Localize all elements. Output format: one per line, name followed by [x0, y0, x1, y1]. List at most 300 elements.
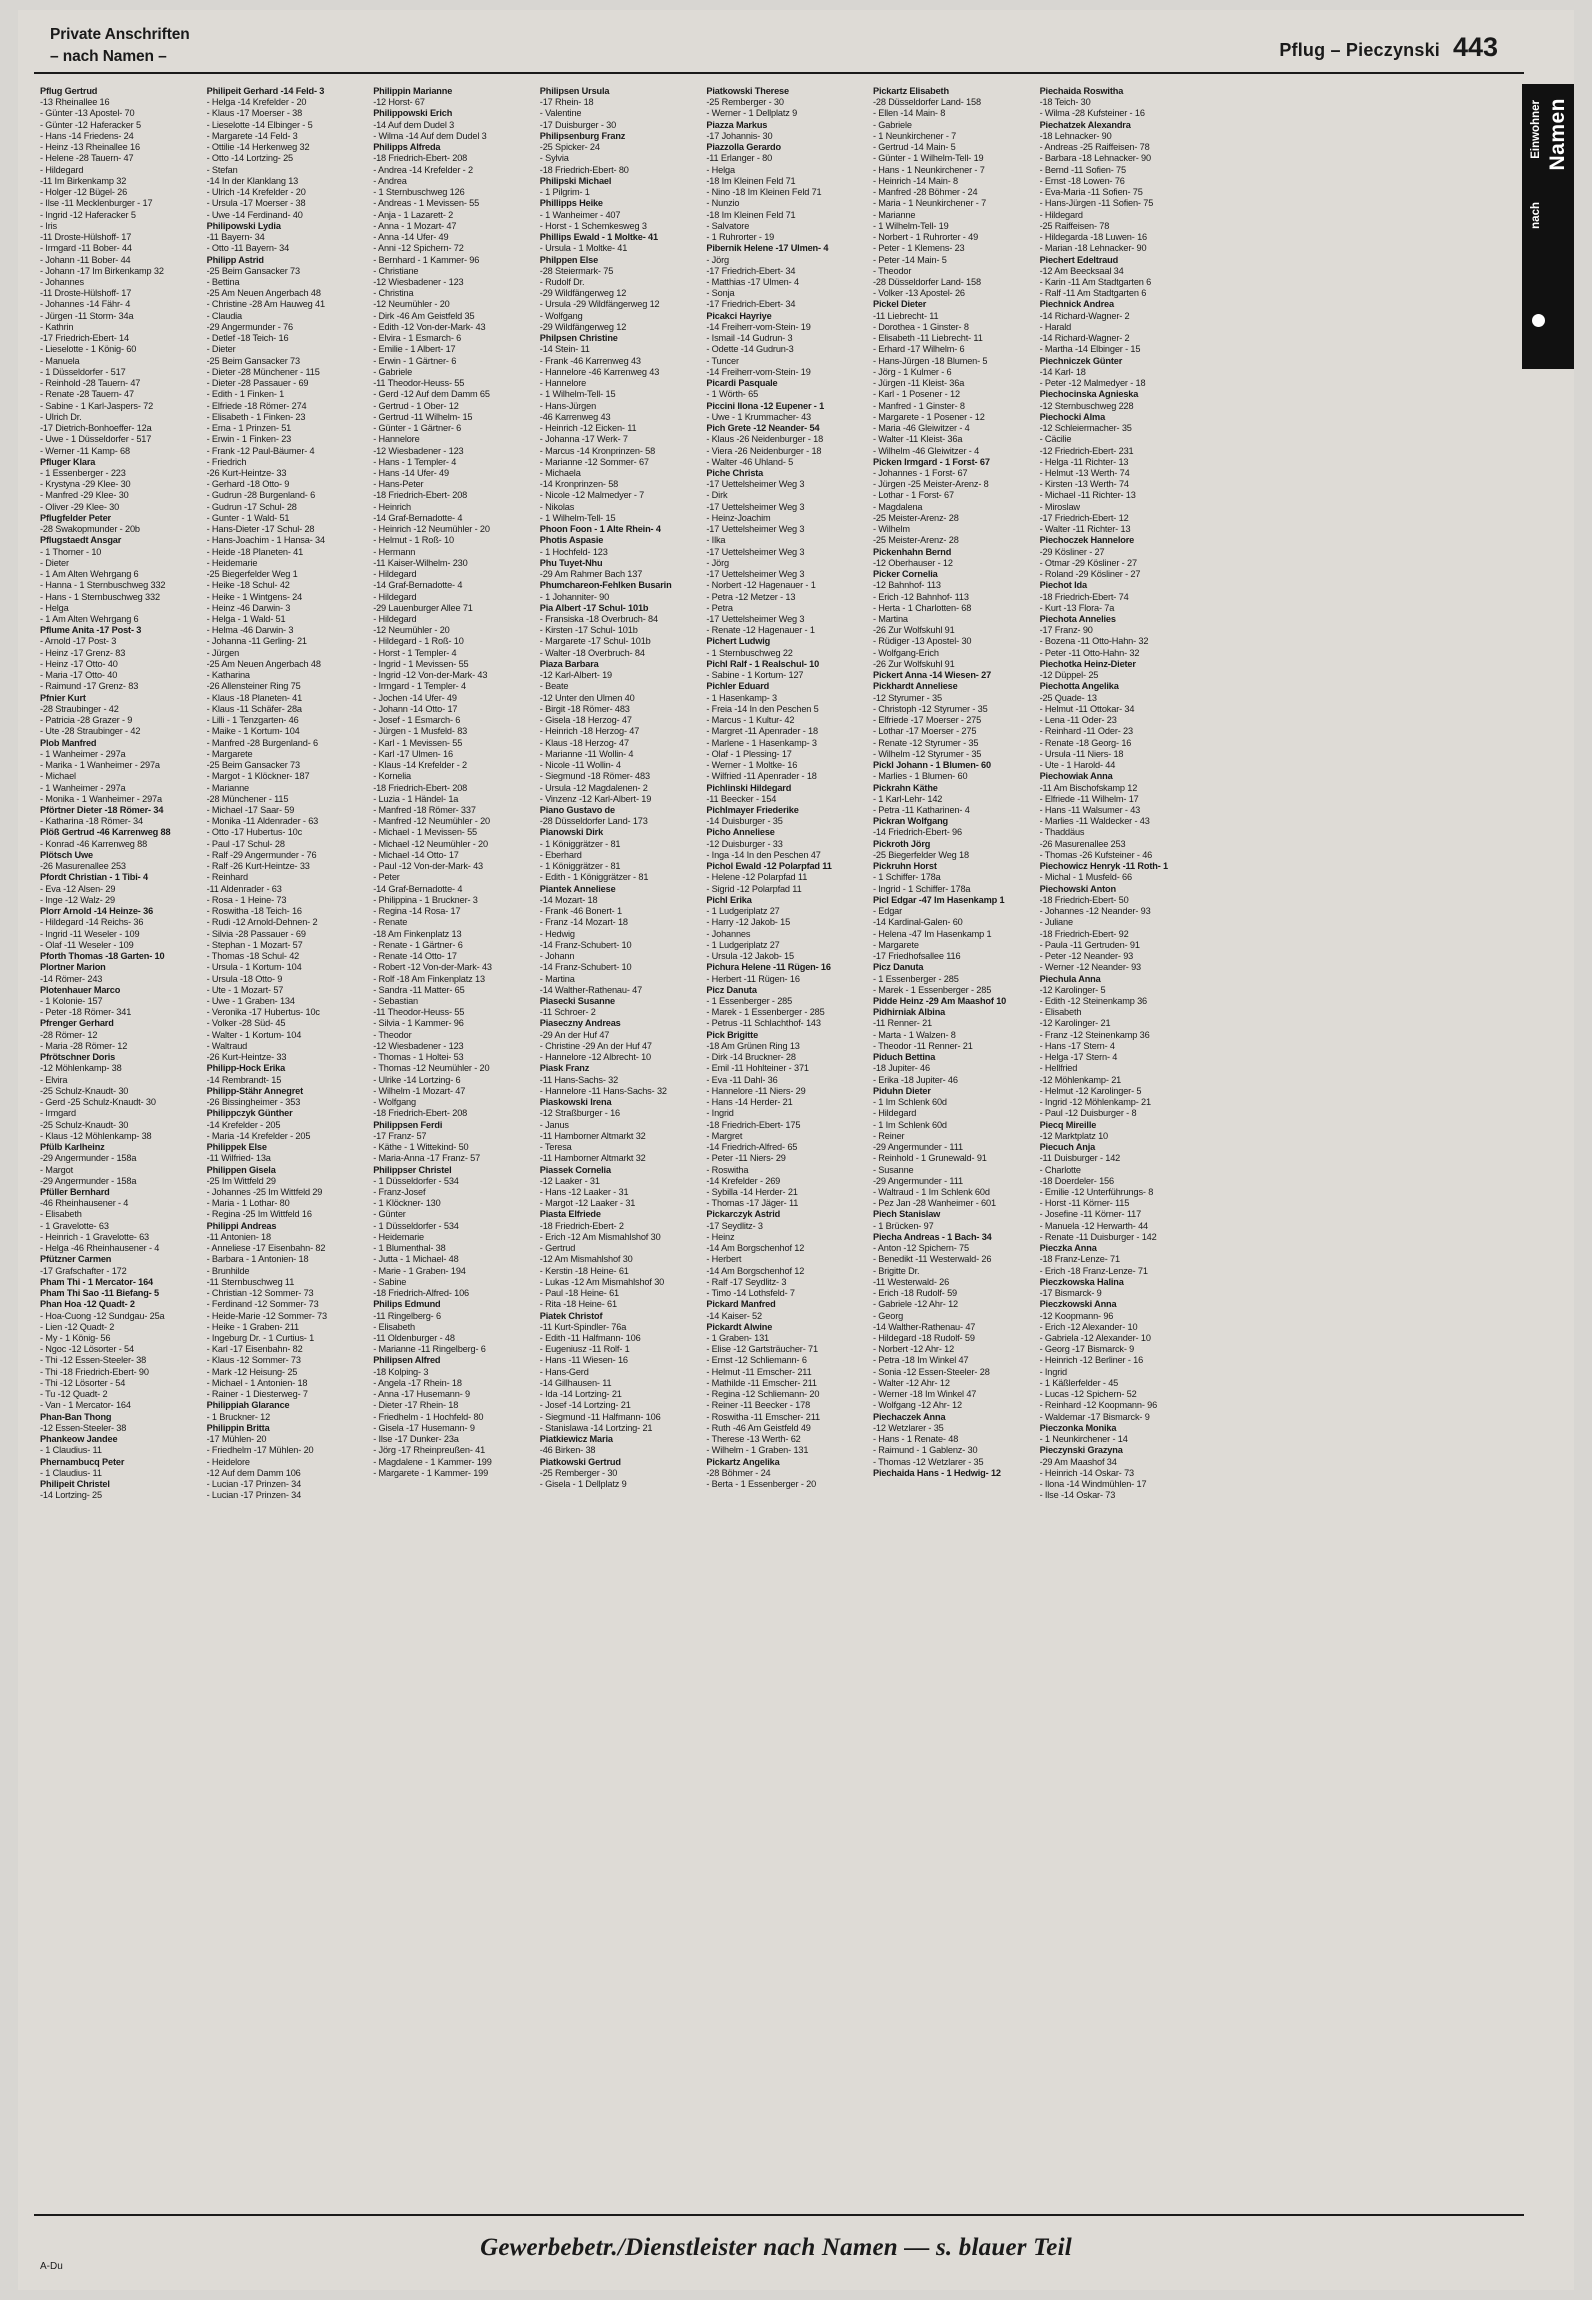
- entry-address-line: -25 Meister-Arenz- 28: [872, 535, 959, 546]
- entry-address-line: - Ilka: [706, 535, 726, 546]
- entry-address-line: - Walter -11 Kleist- 36a: [872, 434, 963, 445]
- entry-address-line: -18 Kolping- 3: [373, 1366, 429, 1377]
- entry-address-line: -14 Franz-Schubert- 10: [539, 962, 632, 973]
- entry-address-line: - Andreas -25 Raiffeisen- 78: [1039, 142, 1150, 153]
- entry-address-line: -11 Im Birkenkamp 32: [40, 175, 127, 186]
- directory-column: [873, 86, 1040, 2176]
- entry-surname: Picho Anneliese: [706, 827, 775, 838]
- entry-address-line: - Tuncer: [706, 355, 739, 366]
- entry-address-line: -11 Bayern- 34: [206, 232, 265, 243]
- entry-address-line: - Elvira: [40, 1074, 68, 1085]
- entry-address-line: - Sybilla -14 Herder- 21: [706, 1186, 798, 1197]
- entry-address-line: - 1 Bruckner- 12: [206, 1411, 271, 1422]
- entry-address-line: - Johannes -25 Im Wittfeld 29: [206, 1186, 323, 1197]
- entry-address-line: - Gabriela -12 Alexander- 10: [1039, 1333, 1151, 1344]
- entry-address-line: - Heinz -17 Otto- 40: [40, 658, 118, 669]
- entry-surname: Philippser Christel: [373, 1164, 452, 1175]
- entry-address-line: - Teresa: [539, 1142, 572, 1153]
- entry-address-line: - Franz -14 Mozart- 18: [539, 917, 628, 928]
- entry-address-line: - Walter -12 Ahr- 12: [872, 1377, 950, 1388]
- entry-surname: Philipeit Gerhard -14 Feld- 3: [206, 86, 325, 96]
- entry-address-line: - Dieter: [40, 557, 69, 568]
- entry-address-line: - Anna - 1 Mozart- 47: [373, 220, 457, 231]
- entry-address-line: -17 Dietrich-Bonhoeffer- 12a: [40, 423, 152, 434]
- entry-address-line: - Erna - 1 Prinzen- 51: [206, 423, 292, 434]
- entry-address-line: -11 Sternbuschweg 11: [206, 1276, 295, 1287]
- entry-address-line: - Jörg: [706, 557, 729, 568]
- entry-address-line: - Miroslaw: [1039, 501, 1080, 512]
- entry-address-line: - 1 Kolonie- 157: [40, 995, 103, 1006]
- entry-address-line: - Valentine: [539, 108, 582, 119]
- entry-address-line: - Manfred -12 Neumühler - 20: [373, 816, 491, 827]
- entry-address-line: - Hildegarda -18 Luwen- 16: [1039, 232, 1147, 243]
- entry-address-line: -46 Birken- 38: [539, 1445, 596, 1456]
- entry-surname: Pickert Anna -14 Wiesen- 27: [872, 670, 992, 681]
- entry-surname: Plortner Marion: [40, 962, 106, 973]
- entry-address-line: - Ottilie -14 Herkenweg 32: [206, 142, 310, 153]
- entry-address-line: -11 Beecker - 154: [706, 793, 777, 804]
- entry-address-line: - Christian -12 Sommer- 73: [206, 1288, 314, 1299]
- entry-surname: Philppen Else: [539, 254, 599, 265]
- entry-address-line: - Rolf -18 Am Finkenplatz 13: [373, 973, 485, 984]
- entry-address-line: - Hildegard: [373, 591, 417, 602]
- entry-address-line: -17 Uettelsheimer Weg 3: [706, 546, 805, 557]
- entry-address-line: -11 Antonien- 18: [206, 1231, 271, 1242]
- entry-address-line: -12 Marktplatz 10: [1039, 1130, 1108, 1141]
- entry-address-line: - Peter -12 Neander- 93: [1039, 951, 1134, 962]
- entry-address-line: - Hanna - 1 Sternbuschweg 332: [40, 580, 166, 591]
- entry-address-line: - Erich -18 Rudolf- 59: [872, 1288, 957, 1299]
- entry-address-line: - Helmut -12 Karolinger- 5: [1039, 1085, 1142, 1096]
- entry-address-line: - Heike - 1 Wintgens- 24: [206, 591, 303, 602]
- entry-address-line: - 1 Graben- 131: [706, 1333, 769, 1344]
- entry-address-line: - Renate -18 Georg- 16: [1039, 737, 1132, 748]
- entry-address-line: -12 Straßburger - 16: [539, 1108, 621, 1119]
- entry-address-line: -14 Richard-Wagner- 2: [1039, 333, 1130, 344]
- entry-address-line: - Margarete -14 Feld- 3: [206, 130, 298, 141]
- entry-address-line: - 1 Ruhrorter - 19: [706, 232, 775, 243]
- entry-address-line: - Karl -17 Eisenbahn- 82: [206, 1344, 303, 1355]
- entry-surname: Piechocinska Agnieska: [1039, 389, 1139, 400]
- entry-surname: Piechot Ida: [1039, 580, 1087, 591]
- entry-address-line: - Raimund -17 Grenz- 83: [40, 681, 139, 692]
- entry-address-line: - Holger -12 Bügel- 26: [40, 187, 128, 198]
- entry-surname: Piecq Mireille: [1039, 1119, 1097, 1130]
- entry-address-line: -28 Düsseldorfer Land- 158: [872, 276, 981, 287]
- entry-address-line: -26 Allensteiner Ring 75: [206, 681, 301, 692]
- entry-address-line: - Günter -12 Haferacker 5: [40, 119, 141, 130]
- entry-address-line: - Gertrud -14 Main- 5: [872, 142, 956, 153]
- entry-address-line: - Thomas -12 Neumühler - 20: [373, 1063, 490, 1074]
- entry-surname: Philippi Andreas: [206, 1220, 277, 1231]
- entry-address-line: - Friedhelm - 1 Hochfeld- 80: [373, 1411, 484, 1422]
- entry-surname: Philipp-Hock Erika: [206, 1063, 286, 1074]
- entry-address-line: - Uwe - 1 Düsseldorfer - 517: [40, 434, 152, 445]
- entry-address-line: - Hannelore -46 Karrenweg 43: [539, 366, 660, 377]
- entry-surname: Pieczkowska Halina: [1039, 1276, 1124, 1287]
- entry-address-line: - Ingrid -12 Möhlenkamp- 21: [1039, 1097, 1151, 1108]
- entry-surname: Piaza Barbara: [539, 658, 599, 669]
- entry-address-line: - Johannes: [40, 276, 84, 287]
- entry-address-line: - Renate -12 Hagenauer - 1: [706, 625, 815, 636]
- entry-address-line: - Helga - 1 Wald- 51: [206, 614, 286, 625]
- entry-surname: Piechocki Alma: [1039, 411, 1106, 422]
- entry-address-line: - Erwin - 1 Gärtner- 6: [373, 355, 457, 366]
- entry-surname: Piechowski Anton: [1039, 883, 1116, 894]
- entry-surname: Phankeow Jandee: [40, 1434, 118, 1445]
- entry-address-line: - Ingeburg Dr. - 1 Curtius- 1: [206, 1333, 315, 1344]
- entry-surname: Pibernik Helene -17 Ulmen- 4: [706, 243, 829, 254]
- entry-address-line: -17 Rhein- 18: [539, 97, 594, 108]
- entry-address-line: - Horst - 1 Templer- 4: [373, 647, 457, 658]
- entry-address-line: - Matthias -17 Ulmen- 4: [706, 276, 799, 287]
- directory-column: [540, 86, 707, 2176]
- entry-address-line: - Magdalene - 1 Kammer- 199: [373, 1456, 492, 1467]
- entry-address-line: - Tu -12 Quadt- 2: [40, 1389, 108, 1400]
- entry-surname: Pickruhn Horst: [872, 861, 937, 872]
- entry-address-line: -26 Kurt-Heintze- 33: [206, 1052, 287, 1063]
- entry-surname: Piatkiewicz Maria: [539, 1434, 613, 1445]
- entry-address-line: -18 Friedrich-Ebert- 208: [373, 153, 468, 164]
- entry-surname: Philpsen Christine: [539, 333, 618, 344]
- entry-address-line: - Harald: [1039, 321, 1072, 332]
- entry-address-line: -14 Am Borgschenhof 12: [706, 1265, 805, 1276]
- entry-address-line: - Rita -18 Heine- 61: [539, 1299, 617, 1310]
- entry-address-line: - Manfred -28 Böhmer - 24: [872, 187, 978, 198]
- entry-address-line: -14 Freiherr-vom-Stein- 19: [706, 321, 811, 332]
- entry-surname: Piecuch Anja: [1039, 1142, 1096, 1153]
- entry-address-line: - Eva -12 Alsen- 29: [40, 883, 116, 894]
- entry-surname: Philippsen Ferdi: [373, 1119, 443, 1130]
- entry-surname: Philippek Else: [206, 1142, 267, 1153]
- entry-address-line: - Ismail -14 Gudrun- 3: [706, 333, 793, 344]
- entry-address-line: -14 Graf-Bernadotte- 4: [373, 512, 463, 523]
- entry-address-line: - Herbert: [706, 1254, 742, 1265]
- entry-address-line: - 1 Essenberger - 285: [706, 995, 793, 1006]
- entry-address-line: -28 Steiermark- 75: [539, 265, 614, 276]
- entry-address-line: -18 Am Finkenplatz 13: [373, 928, 462, 939]
- entry-address-line: - Renate -28 Tauern- 47: [40, 389, 134, 400]
- entry-address-line: - Fransiska -18 Overbruch- 84: [539, 614, 658, 625]
- entry-address-line: - Maria - 1 Neunkirchener - 7: [872, 198, 987, 209]
- entry-address-line: - Martina: [539, 973, 575, 984]
- entry-address-line: - Josefine -11 Körner- 117: [1039, 1209, 1142, 1220]
- entry-address-line: - Georg: [872, 1310, 904, 1321]
- entry-surname: Pfrötschner Doris: [40, 1052, 116, 1063]
- entry-address-line: - Odette -14 Gudrun-3: [706, 344, 794, 355]
- entry-address-line: - 1 Hasenkamp- 3: [706, 692, 777, 703]
- entry-surname: Piechota Annelies: [1039, 614, 1116, 625]
- entry-address-line: - Johannes -14 Fähr- 4: [40, 299, 131, 310]
- entry-address-line: - Erwin - 1 Finken- 23: [206, 434, 292, 445]
- entry-address-line: - Maria -17 Otto- 40: [40, 670, 118, 681]
- entry-address-line: - Inge -12 Walz- 29: [40, 894, 115, 905]
- entry-address-line: -11 Droste-Hülshoff- 17: [40, 288, 132, 299]
- entry-address-line: - Erich -12 Alexander- 10: [1039, 1321, 1138, 1332]
- entry-address-line: - Gabriele: [872, 119, 912, 130]
- entry-address-line: -28 Düsseldorfer Land- 158: [872, 97, 981, 108]
- entry-address-line: - Elisabeth -11 Liebrecht- 11: [872, 333, 983, 344]
- entry-address-line: -17 Grafschafter - 172: [40, 1265, 127, 1276]
- entry-surname: Piechoczek Hannelore: [1039, 535, 1135, 546]
- entry-address-line: - Claudia: [206, 310, 243, 321]
- entry-address-line: - Petrus -11 Schlachthof- 143: [706, 1018, 821, 1029]
- entry-address-line: - Heinz -46 Darwin- 3: [206, 602, 291, 613]
- entry-surname: Piantek Anneliese: [539, 883, 616, 894]
- entry-address-line: - Marianne -11 Ringelberg- 6: [373, 1344, 486, 1355]
- entry-address-line: - Hans - 1 Renate- 48: [872, 1434, 959, 1445]
- entry-surname: Picz Danuta: [706, 984, 757, 995]
- entry-address-line: - Detlef -18 Teich- 16: [206, 333, 289, 344]
- entry-address-line: - Franz -12 Steinenkamp 36: [1039, 1029, 1150, 1040]
- entry-address-line: - 1 Ludgeriplatz 27: [706, 906, 780, 917]
- entry-address-line: - Peter - 1 Klemens- 23: [872, 243, 965, 254]
- entry-surname: Philipsenburg Franz: [539, 130, 626, 141]
- entry-address-line: - Ursula -12 Magdalenen- 2: [539, 782, 648, 793]
- entry-address-line: - Nikolas: [539, 501, 575, 512]
- entry-address-line: - Uwe -14 Ferdinand- 40: [206, 209, 303, 220]
- entry-surname: Pidhirniak Albina: [872, 1007, 946, 1018]
- entry-address-line: - Gisela -18 Herzog- 47: [539, 715, 632, 726]
- entry-surname: Picl Edgar -47 Im Hasenkamp 1: [872, 894, 1005, 905]
- entry-address-line: - Marianne -12 Sommer- 67: [539, 456, 649, 467]
- entry-address-line: -11 Droste-Hülshoff- 17: [40, 232, 132, 243]
- entry-address-line: -12 Wiesbadener - 123: [373, 445, 464, 456]
- entry-address-line: -11 Hamborner Altmarkt 32: [539, 1153, 646, 1164]
- entry-address-line: -25 Am Neuen Angerbach 48: [206, 288, 321, 299]
- entry-address-line: - Johann: [539, 951, 575, 962]
- entry-address-line: - 1 Sternbuschweg 126: [373, 187, 465, 198]
- entry-address-line: - Roswitha -11 Emscher- 211: [706, 1411, 820, 1422]
- entry-address-line: -14 Auf dem Dudel 3: [373, 119, 455, 130]
- entry-address-line: - Arnold -17 Post- 3: [40, 636, 117, 647]
- entry-address-line: -18 Friedrich-Ebert- 50: [1039, 894, 1129, 905]
- entry-address-line: -17 Bismarck- 9: [1039, 1288, 1102, 1299]
- entry-address-line: - Lilli - 1 Tenzgarten- 46: [206, 715, 299, 726]
- entry-address-line: -29 Lauenburger Allee 71: [373, 602, 473, 613]
- entry-address-line: -25 Beim Gansacker 73: [206, 760, 300, 771]
- entry-address-line: - Lucas -12 Spichern- 52: [1039, 1389, 1137, 1400]
- entry-address-line: -18 Teich- 30: [1039, 97, 1091, 108]
- entry-address-line: -12 Düppel- 25: [1039, 670, 1099, 681]
- entry-address-line: - Edith -12 Steinenkamp 36: [1039, 995, 1147, 1006]
- entry-address-line: - Renate: [373, 917, 408, 928]
- entry-surname: Pichura Helene -11 Rügen- 16: [706, 962, 831, 973]
- entry-address-line: - Ilona -14 Windmühlen- 17: [1039, 1479, 1147, 1490]
- entry-surname: Photis Aspasie: [539, 535, 604, 546]
- entry-address-line: - Hans-Jürgen -11 Sofien- 75: [1039, 198, 1154, 209]
- entry-address-line: - Reinhard -12 Koopmann- 96: [1039, 1400, 1158, 1411]
- entry-surname: Piechowicz Henryk -11 Roth- 1: [1039, 861, 1168, 872]
- entry-surname: Phan Hoa -12 Quadt- 2: [40, 1299, 135, 1310]
- entry-address-line: - Käthe - 1 Wittekind- 50: [373, 1142, 469, 1153]
- entry-address-line: - Eva -11 Dahl- 36: [706, 1074, 778, 1085]
- entry-address-line: - Dirk: [706, 490, 728, 501]
- entry-address-line: - Ngoc -12 Lösorter - 54: [40, 1344, 134, 1355]
- entry-address-line: - Sabine - 1 Karl-Jaspers- 72: [40, 400, 154, 411]
- entry-surname: Pham Thi - 1 Mercator- 164: [40, 1276, 154, 1287]
- entry-surname: Phumchareon-Fehlken Busarin: [539, 580, 672, 591]
- entry-address-line: -14 Richard-Wagner- 2: [1039, 310, 1130, 321]
- entry-address-line: - Paul -12 Von-der-Mark- 43: [373, 861, 484, 872]
- entry-address-line: - Hans -14 Ufer- 49: [373, 467, 449, 478]
- entry-address-line: - Thomas -17 Jäger- 11: [706, 1198, 799, 1209]
- entry-address-line: -17 Uettelsheimer Weg 3: [706, 479, 805, 490]
- entry-address-line: - 1 Wilhelm-Tell- 15: [539, 389, 616, 400]
- entry-address-line: - Nunzio: [706, 198, 740, 209]
- entry-surname: Piechaczek Anna: [872, 1411, 946, 1422]
- entry-surname: Pieczkowski Anna: [1039, 1299, 1117, 1310]
- entry-address-line: - Irmgard -11 Bober- 44: [40, 243, 132, 254]
- entry-address-line: -14 Rembrandt- 15: [206, 1074, 282, 1085]
- entry-address-line: -29 Angermunder - 158a: [40, 1153, 137, 1164]
- entry-surname: Pickel Dieter: [872, 299, 927, 310]
- entry-address-line: - Franz-Josef: [373, 1186, 426, 1197]
- entry-address-line: -12 Karl-Albert- 19: [539, 670, 612, 681]
- entry-address-line: -11 Westerwald- 26: [872, 1276, 950, 1287]
- entry-address-line: - Herbert -11 Rügen- 16: [706, 973, 800, 984]
- entry-address-line: - Sabine - 1 Kortum- 127: [706, 670, 804, 681]
- entry-address-line: - Manfred - 1 Ginster- 8: [872, 400, 965, 411]
- entry-address-line: - Peter: [373, 872, 400, 883]
- entry-address-line: -17 Friedrich-Ebert- 12: [1039, 512, 1129, 523]
- entry-address-line: -18 Friedrich-Ebert- 80: [539, 164, 629, 175]
- entry-address-line: - Sigrid -12 Polarpfad 11: [706, 883, 802, 894]
- entry-surname: Phan-Ban Thong: [40, 1411, 112, 1422]
- entry-address-line: - Theodor: [872, 265, 912, 276]
- entry-address-line: - Gertrud -11 Wilhelm- 15: [373, 411, 473, 422]
- entry-address-line: - Heinrich -14 Main- 8: [872, 175, 958, 186]
- entry-address-line: - Beate: [539, 681, 569, 692]
- entry-surname: Plötsch Uwe: [40, 849, 93, 860]
- entry-address-line: -12 Möhlenkamp- 38: [40, 1063, 122, 1074]
- entry-surname: Pichlmayer Friederike: [706, 805, 799, 815]
- entry-address-line: -12 Friedrich-Ebert- 231: [1039, 445, 1134, 456]
- entry-address-line: - Anton -12 Spichern- 75: [872, 1243, 969, 1254]
- entry-address-line: - Hans -12 Laaker - 31: [539, 1186, 629, 1197]
- entry-address-line: - Karl -17 Ulmen- 16: [373, 748, 453, 759]
- entry-surname: Piassek Cornelia: [539, 1164, 611, 1175]
- entry-address-line: -11 Wilfried- 13a: [206, 1153, 271, 1164]
- entry-address-line: - Edith - 1 Finken- 1: [206, 389, 285, 400]
- paper-sheet: [18, 10, 1574, 2290]
- entry-surname: Piechnick Andrea: [1039, 299, 1114, 310]
- page-number: 443: [1452, 32, 1498, 62]
- entry-address-line: -14 Mozart- 18: [539, 894, 598, 905]
- entry-address-line: -11 Am Bischofskamp 12: [1039, 782, 1138, 793]
- entry-address-line: - 1 Wörth- 65: [706, 389, 759, 400]
- entry-address-line: - Renate -14 Otto- 17: [373, 951, 457, 962]
- entry-address-line: - Helma -46 Darwin- 3: [206, 625, 294, 636]
- entry-surname: Piduhn Dieter: [872, 1085, 931, 1096]
- entry-address-line: - Thi -18 Friedrich-Ebert- 90: [40, 1366, 149, 1377]
- entry-address-line: - Hildegard: [373, 569, 417, 580]
- entry-address-line: - Lucian -17 Prinzen- 34: [206, 1490, 302, 1501]
- entry-address-line: - Anni -12 Spichern- 72: [373, 243, 464, 254]
- entry-address-line: -12 Am Mismahlshof 30: [539, 1254, 633, 1265]
- header-divider: [34, 72, 1524, 74]
- entry-surname: Pham Thi Sao -11 Biefang- 5: [40, 1288, 159, 1299]
- entry-surname: Philippowski Erich: [373, 108, 453, 119]
- entry-address-line: -29 Angermunder - 76: [206, 321, 293, 332]
- entry-address-line: - Maria -28 Römer- 12: [40, 1040, 128, 1051]
- entry-address-line: - Wilfried -11 Apenrader - 18: [706, 771, 817, 782]
- tab-label-top: Einwohner: [1530, 100, 1542, 159]
- entry-address-line: - Bernhard - 1 Kammer- 96: [373, 254, 480, 265]
- entry-address-line: -17 Friedrich-Ebert- 34: [706, 299, 796, 310]
- entry-address-line: - 1 Gravelotte- 63: [40, 1220, 109, 1231]
- entry-address-line: - Rudolf Dr.: [539, 276, 585, 287]
- entry-address-line: - Sylvia: [539, 153, 569, 164]
- entry-address-line: - Ferdinand -12 Sommer- 73: [206, 1299, 319, 1310]
- entry-surname: Pia Albert -17 Schul- 101b: [539, 602, 649, 613]
- entry-address-line: - Walter - 1 Kortum- 104: [206, 1029, 302, 1040]
- entry-address-line: -11 Theodor-Heuss- 55: [373, 1007, 465, 1018]
- entry-address-line: -28 Düsseldorfer Land- 173: [539, 816, 648, 827]
- entry-address-line: - Werner - 1 Dellplatz 9: [706, 108, 798, 119]
- entry-address-line: - Nino -18 Im Kleinen Feld 71: [706, 187, 822, 198]
- entry-surname: Pick Brigitte: [706, 1029, 759, 1040]
- entry-address-line: -14 Gillhausen- 11: [539, 1377, 612, 1388]
- entry-address-line: -12 Essen-Steeler- 38: [40, 1422, 127, 1433]
- entry-address-line: -25 Im Wittfeld 29: [206, 1175, 276, 1186]
- entry-address-line: - Christiane: [373, 265, 419, 276]
- entry-surname: Piano Gustavo de: [539, 805, 615, 815]
- entry-address-line: -29 An der Huf 47: [539, 1029, 610, 1040]
- entry-address-line: - Stanislawa -14 Lortzing- 21: [539, 1422, 653, 1433]
- entry-address-line: - Heidemarie: [206, 557, 258, 568]
- entry-address-line: -14 Graf-Bernadotte- 4: [373, 580, 463, 591]
- entry-address-line: -18 Friedrich-Ebert- 208: [373, 1108, 468, 1119]
- entry-address-line: - Erich -12 Am Mismahlshof 30: [539, 1231, 661, 1242]
- entry-address-line: - Günter: [373, 1209, 406, 1220]
- entry-surname: Pickrahn Käthe: [872, 782, 938, 793]
- entry-address-line: - Manuela: [40, 355, 80, 366]
- entry-address-line: - Edith -11 Halfmann- 106: [539, 1333, 641, 1344]
- entry-surname: Pförtner Dieter -18 Römer- 34: [40, 805, 164, 815]
- entry-address-line: - Anna -17 Husemann- 9: [373, 1389, 470, 1400]
- entry-address-line: - Günter - 1 Gärtner- 6: [373, 423, 462, 434]
- entry-address-line: - Anna -14 Ufer- 49: [373, 232, 449, 243]
- entry-surname: Plorr Arnold -14 Heinze- 36: [40, 906, 154, 917]
- entry-address-line: - Martha -14 Elbinger - 15: [1039, 344, 1141, 355]
- entry-address-line: - Johann -14 Otto- 17: [373, 703, 458, 714]
- entry-address-line: -17 Uettelsheimer Weg 3: [706, 614, 805, 625]
- entry-address-line: - Jürgen -11 Storm- 34a: [40, 310, 134, 321]
- entry-address-line: -28 Münchener - 115: [206, 793, 289, 804]
- entry-address-line: - 1 Königgrätzer - 81: [539, 861, 621, 872]
- directory-column: [373, 86, 540, 2176]
- entry-address-line: - Michael - 1 Antonien- 18: [206, 1377, 308, 1388]
- entry-address-line: - Margot -12 Laaker - 31: [539, 1198, 636, 1209]
- entry-address-line: - 1 Blumenthal- 38: [373, 1243, 446, 1254]
- entry-address-line: - Ingrid -11 Weseler - 109: [40, 928, 140, 939]
- entry-surname: Pieczynski Grazyna: [1039, 1445, 1123, 1456]
- entry-surname: Piechatzek Alexandra: [1039, 119, 1131, 130]
- entry-address-line: - 1 Im Schlenk 60d: [872, 1097, 947, 1108]
- entry-address-line: - Heide -18 Planeten- 41: [206, 546, 304, 557]
- entry-address-line: - Marlies -11 Waldecker - 43: [1039, 816, 1150, 827]
- entry-address-line: - Heidemarie: [373, 1231, 424, 1242]
- entry-address-line: -14 Friedrich-Alfred- 65: [706, 1142, 798, 1153]
- entry-address-line: - Lena -11 Oder- 23: [1039, 715, 1117, 726]
- entry-address-line: - Ursula -29 Wildfängerweg 12: [539, 299, 660, 310]
- entry-address-line: - Jochen -14 Ufer- 49: [373, 692, 457, 703]
- entry-address-line: - Hans -14 Friedens- 24: [40, 130, 134, 141]
- entry-address-line: - Marian -18 Lehnacker- 90: [1039, 243, 1147, 254]
- entry-address-line: - Renate -12 Styrumer - 35: [872, 737, 979, 748]
- entry-address-line: - Manuela -12 Herwarth- 44: [1039, 1220, 1149, 1231]
